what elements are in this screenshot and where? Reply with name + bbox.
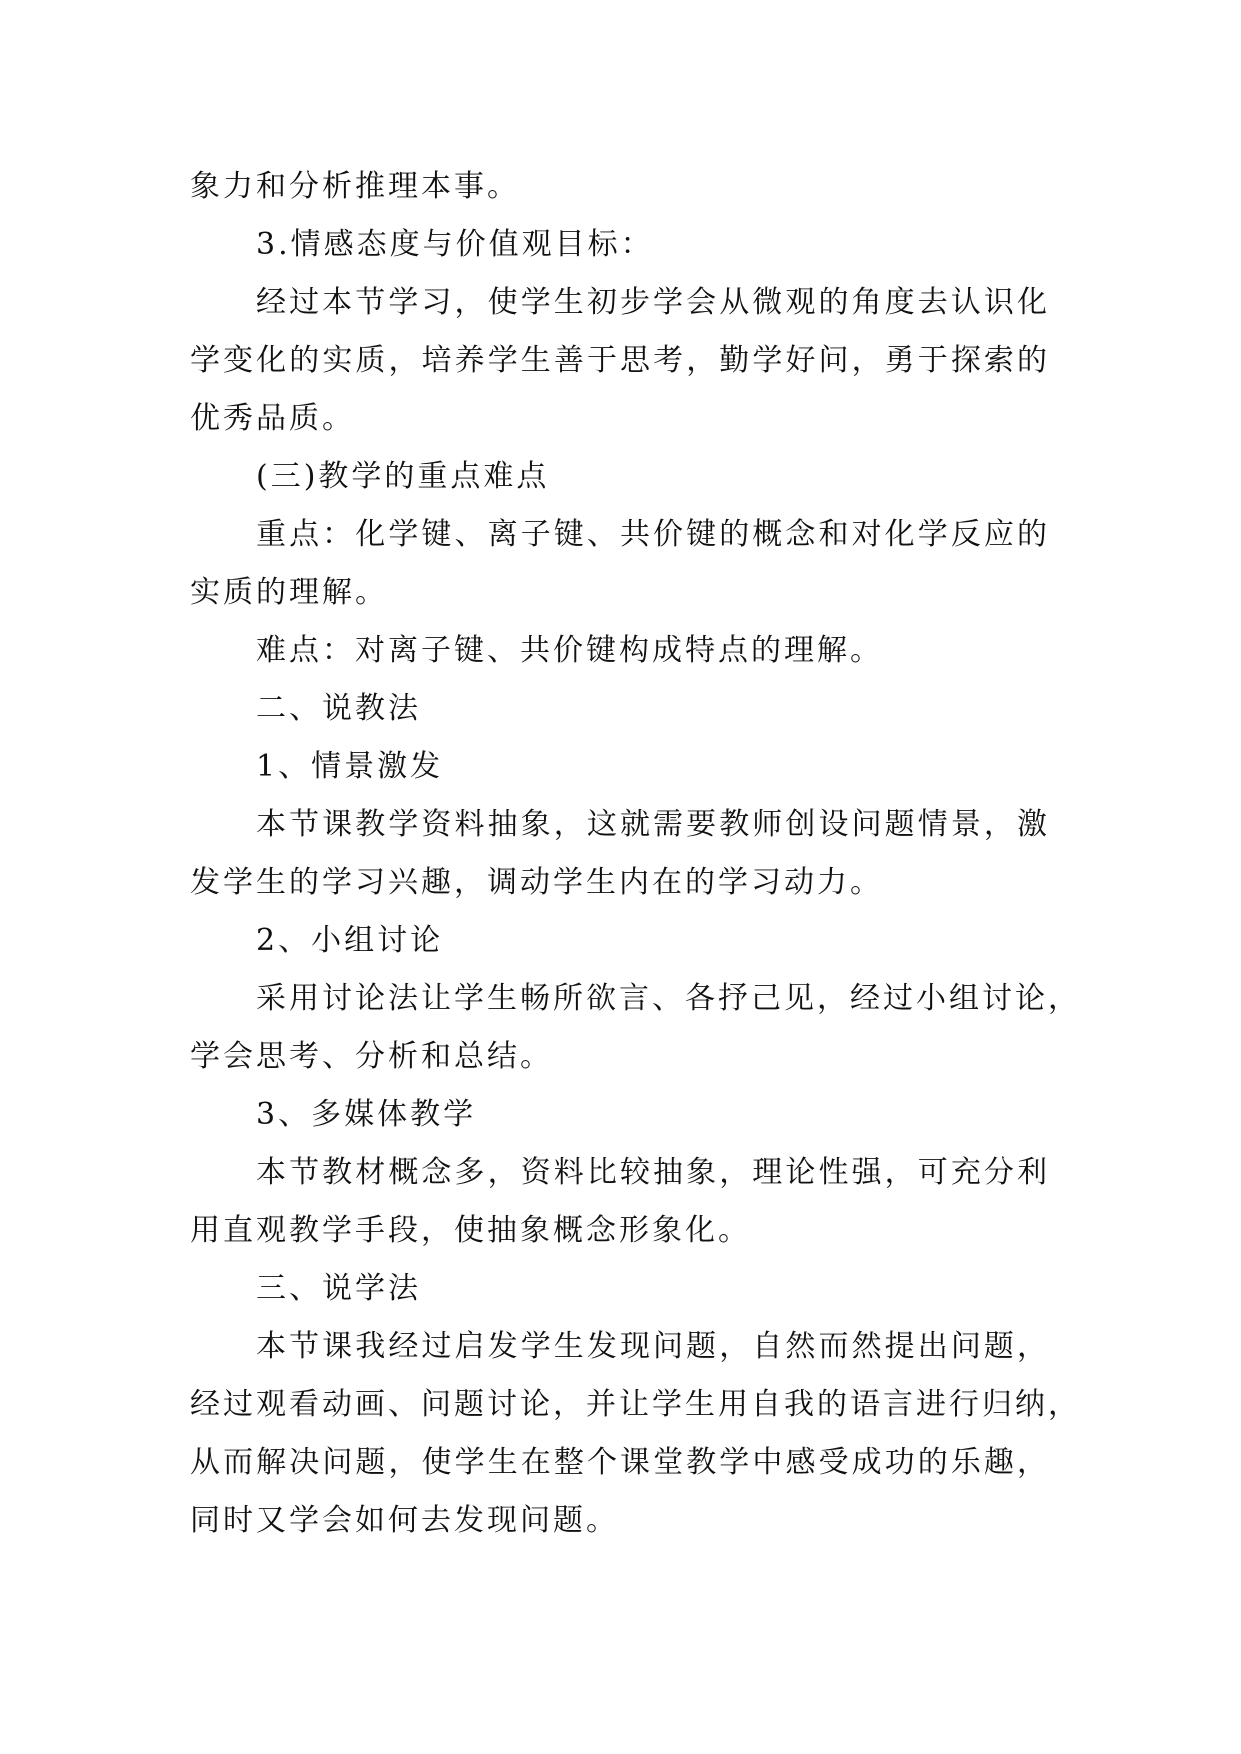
section-heading: 1、情景激发 bbox=[256, 749, 444, 784]
text-line: 本节课教学资料抽象，这就需要教师创设问题情景，激 bbox=[256, 807, 1050, 842]
text-line: 同时又学会如何去发现问题。 bbox=[190, 1503, 619, 1538]
text-line: 难点：对离子键、共价键构成特点的理解。 bbox=[256, 633, 883, 668]
text-line: 发学生的学习兴趣，调动学生内在的学习动力。 bbox=[190, 865, 883, 900]
text-line: 学变化的实质，培养学生善于思考，勤学好问，勇于探索的 bbox=[190, 343, 1050, 378]
text-line: 本节课我经过启发学生发现问题，自然而然提出问题， bbox=[256, 1329, 1050, 1364]
text-line: 优秀品质。 bbox=[190, 401, 355, 436]
body-text bbox=[190, 158, 1081, 1550]
text-line: 经过本节学习，使学生初步学会从微观的角度去认识化 bbox=[256, 285, 1050, 320]
text-line: 象力和分析推理本事。 bbox=[190, 169, 520, 204]
section-heading: 3.情感态度与价值观目标： bbox=[256, 227, 654, 262]
text-line: 经过观看动画、问题讨论，并让学生用自我的语言进行归纳， bbox=[190, 1387, 1081, 1422]
section-heading: 2、小组讨论 bbox=[256, 923, 444, 958]
section-heading: 三、说学法 bbox=[256, 1271, 421, 1306]
text-line: 本节教材概念多，资料比较抽象，理论性强，可充分利 bbox=[256, 1155, 1050, 1190]
section-heading: 二、说教法 bbox=[256, 691, 421, 726]
text-line: 用直观教学手段，使抽象概念形象化。 bbox=[190, 1213, 751, 1248]
text-line: 从而解决问题，使学生在整个课堂教学中感受成功的乐趣， bbox=[190, 1445, 1050, 1480]
text-line: 重点：化学键、离子键、共价键的概念和对化学反应的 bbox=[256, 517, 1050, 552]
text-line: 采用讨论法让学生畅所欲言、各抒己见，经过小组讨论， bbox=[256, 981, 1081, 1016]
text-line: 实质的理解。 bbox=[190, 575, 388, 610]
section-heading: (三)教学的重点难点 bbox=[256, 459, 550, 494]
section-heading: 3、多媒体教学 bbox=[256, 1097, 477, 1132]
text-line: 学会思考、分析和总结。 bbox=[190, 1039, 553, 1074]
